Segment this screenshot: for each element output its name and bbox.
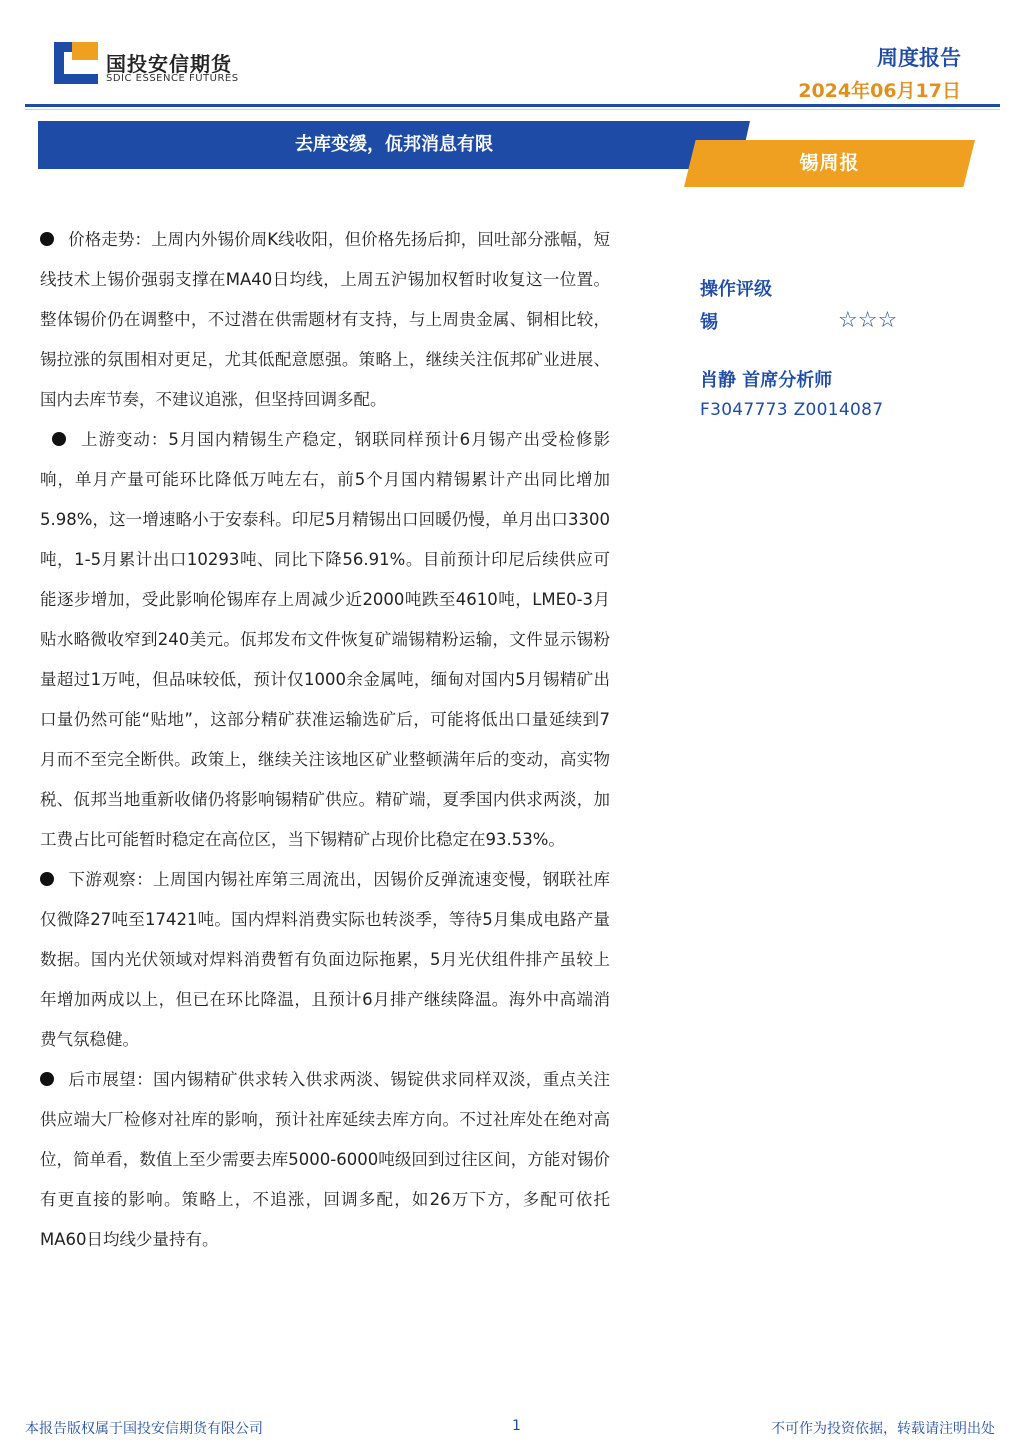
report-title: 去库变缓，佤邦消息有限 bbox=[295, 134, 493, 155]
footer-copyright: 本报告版权属于国投安信期货有限公司 bbox=[25, 1421, 263, 1437]
bullet-icon bbox=[52, 432, 66, 446]
analyst-name: 肖静 首席分析师 bbox=[700, 370, 833, 391]
page-number: 1 bbox=[512, 1418, 521, 1434]
section-text: 后市展望：国内锡精矿供求转入供求两淡、锡锭供求同样双淡，重点关注供应端大厂检修对社库的影响，预计社库延续去库方向。不过社库处在绝对高位，简单看，数值上至少需要去库5000-6000吨级回到过往区间，方能对锡价有更直接的影响。策略上，不追涨，回调多配，如26万下方，多配可依托MA60日均线少量持有。 bbox=[40, 1070, 610, 1249]
star-rating-icon: ☆☆☆ bbox=[838, 308, 898, 333]
rating-metal: 锡 bbox=[700, 312, 718, 333]
section-text: 价格走势：上周内外锡价周K线收阳，但价格先扬后抑，回吐部分涨幅，短线技术上锡价强弱支撑在MA40日均线，上周五沪锡加权暂时收复这一位置。整体锡价仍在调整中，不过潜在供需题材有支持，与上周贵金属、铜相比较，锡拉涨的氛围相对更足，尤其低配意愿强。策略上，继续关注佤邦矿业进展、国内去库节奏，不建议追涨，但坚持回调多配。 bbox=[40, 230, 610, 409]
bullet-icon bbox=[40, 872, 54, 886]
report-date: 2024年06月17日 bbox=[798, 80, 961, 102]
section-upstream bbox=[40, 420, 610, 860]
section-text: 下游观察：上周国内锡社库第三周流出，因锡价反弹流速变慢，钢联社库仅微降27吨至17421吨。国内焊料消费实际也转淡季，等待5月集成电路产量数据。国内光伏领域对焊料消费暂有负面边际拖累，5月光伏组件排产虽较上年增加两成以上，但已在环比降温，且预计6月排产继续降温。海外中高端消费气氛稳健。 bbox=[40, 870, 610, 1049]
section-outlook bbox=[40, 1060, 610, 1260]
footer-disclaimer: 不可作为投资依据，转载请注明出处 bbox=[771, 1421, 995, 1437]
rating-title: 操作评级 bbox=[700, 279, 772, 300]
section-downstream bbox=[40, 860, 610, 1060]
report-type: 周度报告 bbox=[877, 46, 961, 70]
analyst-license-ids: F3047773 Z0014087 bbox=[700, 400, 884, 420]
bullet-icon bbox=[40, 232, 54, 246]
brand-name-cn: 国投安信期货 bbox=[106, 52, 232, 76]
brand-name-en: SDIC ESSENCE FUTURES bbox=[106, 73, 239, 84]
header-divider bbox=[25, 104, 1000, 107]
report-subtitle: 锡周报 bbox=[799, 152, 860, 174]
company-logo bbox=[54, 42, 98, 84]
bullet-icon bbox=[40, 1072, 54, 1086]
section-price-trend bbox=[40, 220, 610, 420]
section-text: 上游变动：5月国内精锡生产稳定，钢联同样预计6月锡产出受检修影响，单月产量可能环比降低万吨左右，前5个月国内精锡累计产出同比增加5.98%，这一增速略小于安泰科。印尼5月精锡出口回暖仍慢，单月出口3300吨，1-5月累计出口10293吨、同比下降56.91%。目前预计印尼后续供应可能逐步增加，受此影响伦锡库存上周减少近2000吨跌至4610吨，LME0-3月贴水略微收窄到240美元。佤邦发布文件恢复矿端锡精粉运输，文件显示锡粉量超过1万吨，但品味较低，预计仅1000余金属吨，缅甸对国内5月锡精矿出口量仍然可能“贴地”，这部分精矿获准运输选矿后，可能将低出口量延续到7月而不至完全断供。政策上，继续关注该地区矿业整顿满年后的变动，高实物税、佤邦当地重新收储仍将影响锡精矿供应。精矿端，夏季国内供求两淡，加工费占比可能暂时稳定在高位区，当下锡精矿占现价比稳定在93.53%。 bbox=[40, 430, 610, 849]
header-divider-thin bbox=[25, 109, 1000, 110]
report-body bbox=[40, 220, 610, 1260]
